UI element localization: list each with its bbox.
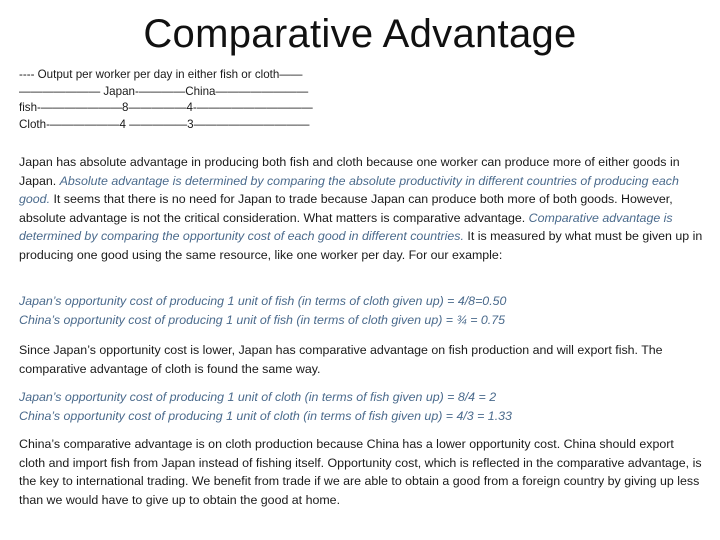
- slide-title: Comparative Advantage: [143, 12, 577, 56]
- china-cloth-cost: China’s opportunity cost of producing 1 unit of cloth (in terms of fish given up) = 4/3 = 1.33: [19, 408, 512, 423]
- fish-opportunity-costs: [19, 292, 703, 329]
- absolute-advantage-paragraph: [19, 153, 703, 264]
- cloth-conclusion-text: China’s comparative advantage is on cloth production because China has a lower opportunity cost. China should export cloth and import fish from Japan instead of fishing itself. Opportunity cost, which is reflected in the comparative advantage, is the key to international trading. We benefit from trade if we are able to obtain a good from a foreign country by giving up less than we would have to give up to obtain the good at home.: [19, 437, 702, 507]
- japan-cloth-cost: Japan’s opportunity cost of producing 1 unit of cloth (in terms of fish given up) = 8/4 = 2: [19, 390, 497, 404]
- fish-conclusion-text: Since Japan’s opportunity cost is lower, Japan has comparative advantage on fish production and will export fish. The comparative advantage of cloth is found the same way.: [19, 343, 663, 376]
- absolute-advantage-definition: Absolute advantage is determined by comparing the absolute productivity in different countries of producing each good.: [19, 173, 679, 206]
- table-columns-row: ——————— Japan-————China————————: [19, 84, 309, 98]
- para1-text-a: Japan has absolute advantage in producing both fish and cloth because one worker can produce more of either goods in Japan.: [19, 155, 680, 188]
- comparative-advantage-definition: Comparative advantage is determined by comparing the opportunity cost of each good in different countries.: [19, 210, 673, 243]
- cloth-opportunity-costs: [19, 388, 703, 425]
- para1-text-c: It is measured by what must be given up in producing one good using the same resource, like one worker per day. For our example:: [19, 229, 703, 262]
- fish-conclusion-paragraph: [19, 341, 703, 378]
- table-cloth-row: Cloth-——————4 —————3——————————: [19, 117, 310, 131]
- cloth-conclusion-paragraph: [19, 435, 703, 509]
- china-fish-cost: China’s opportunity cost of producing 1 unit of fish (in terms of cloth given up) = ¾ = 0.75: [19, 312, 506, 327]
- para1-text-b: It seems that there is no need for Japan to trade because Japan can produce both more of both goods. However, absolute advantage is not the critical consideration. What matters is comparative advantage.: [19, 192, 673, 225]
- japan-fish-cost: Japan’s opportunity cost of producing 1 unit of fish (in terms of cloth given up) = 4/8=0.50: [19, 294, 507, 308]
- table-header-row: ---- Output per worker per day in either fish or cloth——: [19, 68, 303, 81]
- output-table: [19, 67, 709, 133]
- table-fish-row: fish-———————8—————4-——————————: [19, 101, 313, 114]
